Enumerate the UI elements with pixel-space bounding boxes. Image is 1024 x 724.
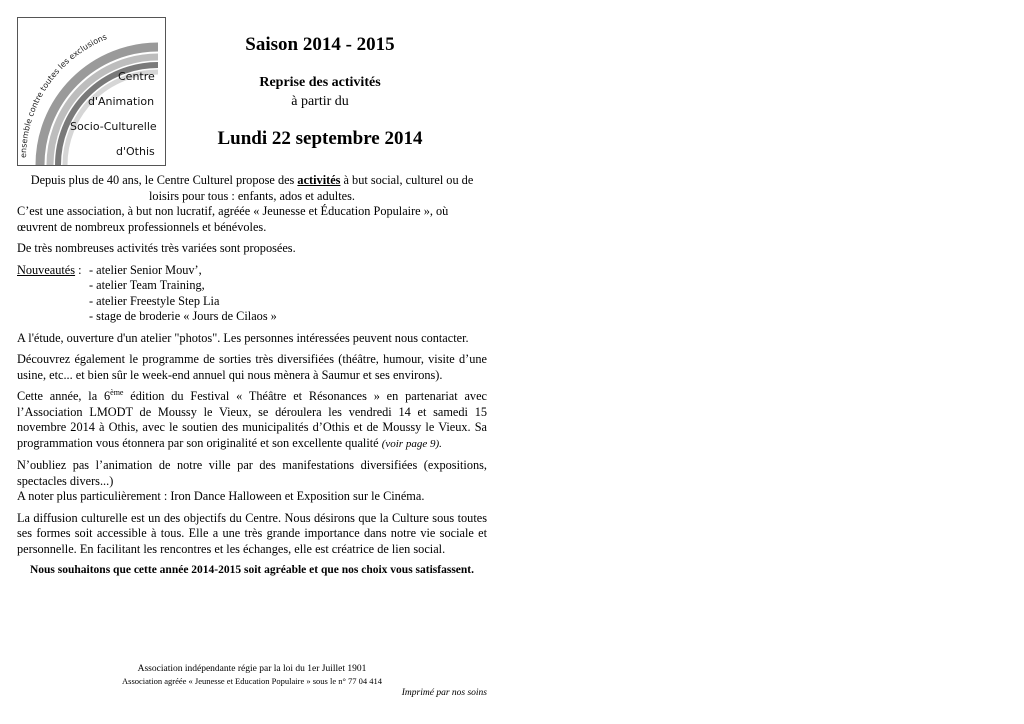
a-partir-text: à partir du: [291, 94, 349, 109]
reprise-heading: Reprise des activités: [259, 75, 381, 90]
closing-statement: Nous souhaitons que cette année 2014-2015 soit agréable et que nos choix vous satisfassent.: [29, 564, 475, 576]
season-title: Saison 2014 - 2015: [245, 34, 395, 55]
footer-agreement: Association agréée « Jeunesse et Education Populaire » sous le n° 77 04 414: [122, 676, 382, 686]
footer-association-law: Association indépendante régie par la loi du 1er Juillet 1901: [137, 664, 367, 674]
nouveautes-label: Nouveautés :: [17, 262, 82, 277]
main-content: [17, 173, 487, 585]
nouveaute-item: - atelier Team Training,: [89, 278, 205, 292]
photos-paragraph: A l'étude, ouverture d'un atelier "photos". Les personnes intéressées peuvent nous contacter.: [17, 330, 469, 345]
festival-paragraph: Cette année, la 6ème édition du Festival « Théâtre et Résonances » en partenariat avec l’Association LMODT de Moussy le Vieux, se déroulera les vendredi 14 et samedi 15 novembre 2014 à Othis, avec le soutien des municipalités d’Othis et de Moussy le Vieux. Sa programmation vous étonnera par son originalité et son excellente qualité (voir page 9).: [17, 387, 487, 450]
logo-line-4: d'Othis: [116, 145, 155, 158]
nouveaute-item: - stage de broderie « Jours de Cilaos »: [89, 309, 277, 323]
rainbow-logo-graphic: [18, 18, 165, 165]
start-date-heading: Lundi 22 septembre 2014: [217, 128, 423, 149]
logo-arc-text: ensemble contre toutes les exclusions: [18, 32, 109, 159]
intro-text-c: à but social, culturel ou de loisirs pour tous : enfants, ados et adultes.: [149, 173, 474, 203]
logo-line-3: Socio-Culturelle: [70, 120, 157, 133]
diffusion-paragraph: La diffusion culturelle est un des objectifs du Centre. Nous désirons que la Culture sous toutes ses formes soit accessible à tous. Elle a une très grande importance dans notre vie sociale et personnelle. En facilitant les rencontres et les échanges, elle est créatrice de lien social.: [17, 510, 487, 556]
intro-text-a: Depuis plus de 40 ans, le Centre Culturel propose des: [30, 173, 298, 187]
intro-paragraph: [17, 173, 487, 204]
association-paragraph: C’est une association, à but non lucratif, agréée « Jeunesse et Éducation Populaire », où œuvrent de nombreux professionnels et bénévoles.: [17, 204, 449, 234]
logo-line-1: Centre: [118, 70, 155, 83]
nouveaute-item: - atelier Freestyle Step Lia: [89, 293, 220, 308]
nouveautes-block: [17, 263, 487, 325]
logo-line-2: d'Animation: [88, 95, 155, 108]
sorties-paragraph: Découvrez également le programme de sorties très diversifiées (théâtre, humour, visite d’une usine, etc... et bien sûr le week-end annuel qui nous mènera à Saumur et ses environs).: [17, 352, 487, 382]
animation-paragraph: N’oubliez pas l’animation de notre ville par des manifestations diversifiées (expositions, spectacles divers...) A noter plus particulièrement : Iron Dance Halloween et Exposition sur le Cinéma.: [17, 458, 487, 503]
page-reference: (voir page 9): [381, 437, 440, 450]
logo: [17, 17, 166, 166]
intro-activities-word: activités: [297, 173, 341, 187]
activities-paragraph: De très nombreuses activités très variées sont proposées.: [17, 241, 296, 255]
footer-printed: Imprimé par nos soins: [401, 688, 487, 698]
nouveaute-item: - atelier Senior Mouv’,: [89, 262, 202, 277]
nouveautes-list: [89, 263, 277, 325]
